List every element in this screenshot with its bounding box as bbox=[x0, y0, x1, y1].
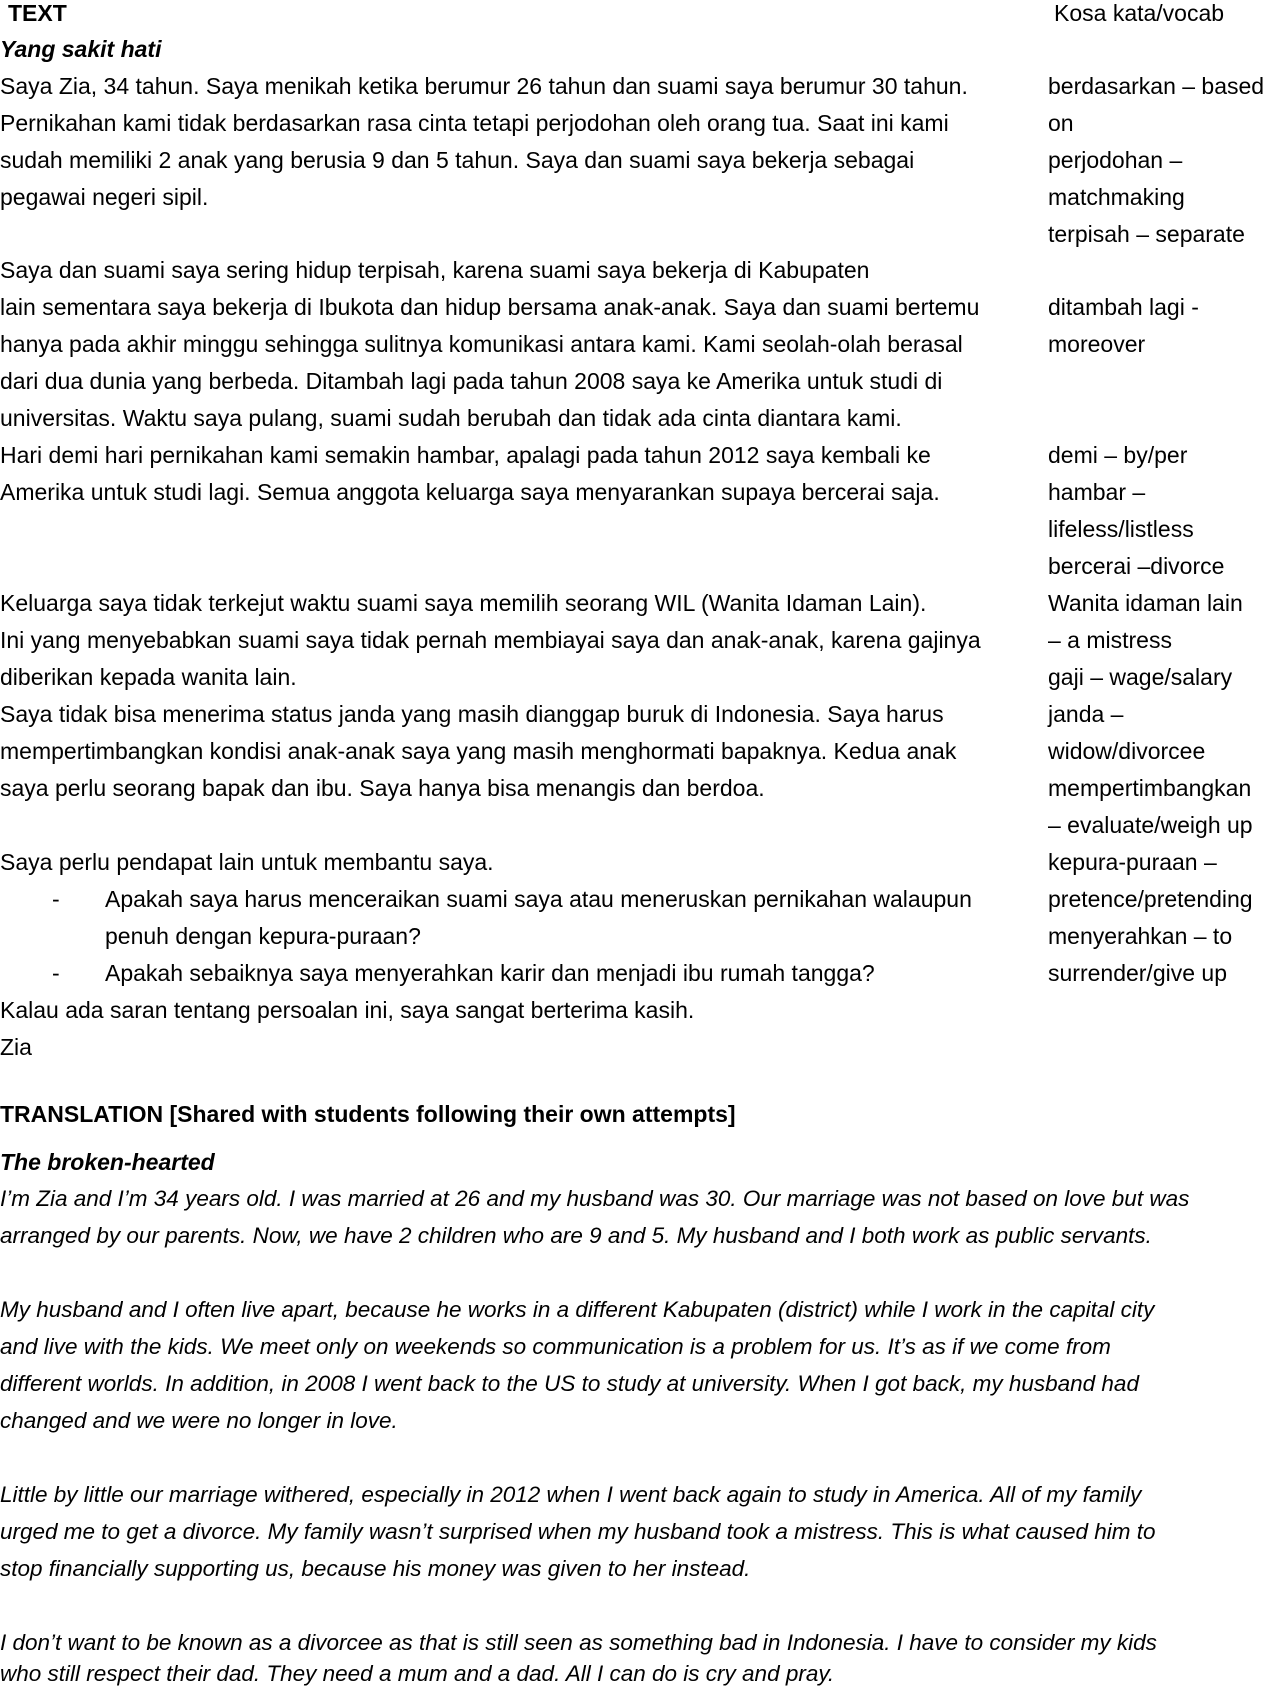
vocab-line: menyerahkan – to bbox=[1048, 923, 1233, 949]
text-line: Saya tidak bisa menerima status janda yang masih dianggap buruk di Indonesia. Saya harus bbox=[0, 701, 944, 727]
text-line: Saya dan suami saya sering hidup terpisah, karena suami saya bekerja di Kabupaten bbox=[0, 257, 870, 283]
text-line: universitas. Waktu saya pulang, suami sudah berubah dan tidak ada cinta diantara kami. bbox=[0, 405, 902, 431]
text-line: Saya perlu pendapat lain untuk membantu saya. bbox=[0, 849, 494, 875]
bullet-item: Apakah saya harus menceraikan suami saya atau meneruskan pernikahan walaupun bbox=[105, 886, 972, 912]
vocab-line: perjodohan – bbox=[1048, 147, 1183, 173]
vocab-line: kepura-puraan – bbox=[1048, 849, 1217, 875]
translation-line: urged me to get a divorce. My family wasn’t surprised when my husband took a mistress. This is what caused him to bbox=[0, 1519, 1156, 1544]
bullet-dash: - bbox=[52, 886, 60, 912]
vocab-line: hambar – bbox=[1048, 479, 1146, 505]
text-line: hanya pada akhir minggu sehingga sulitnya komunikasi antara kami. Kami seolah-olah berasal bbox=[0, 331, 963, 357]
text-line: Amerika untuk studi lagi. Semua anggota keluarga saya menyarankan supaya bercerai saja. bbox=[0, 479, 940, 505]
translation-line: Little by little our marriage withered, especially in 2012 when I went back again to study in America. All of my family bbox=[0, 1482, 1142, 1507]
signature: Zia bbox=[0, 1034, 32, 1060]
vocab-line: matchmaking bbox=[1048, 184, 1185, 210]
vocab-line: – a mistress bbox=[1048, 627, 1172, 653]
vocab-line: gaji – wage/salary bbox=[1048, 664, 1233, 690]
translation-line: My husband and I often live apart, because he works in a different Kabupaten (district) while I work in the capital city bbox=[0, 1297, 1155, 1322]
text-line: sudah memiliki 2 anak yang berusia 9 dan 5 tahun. Saya dan suami saya bekerja sebagai bbox=[0, 147, 915, 173]
text-line: mempertimbangkan kondisi anak-anak saya yang masih menghormati bapaknya. Kedua anak bbox=[0, 738, 957, 764]
vocab-line: demi – by/per bbox=[1048, 442, 1188, 468]
vocab-line: Wanita idaman lain bbox=[1048, 590, 1243, 616]
text-line: dari dua dunia yang berbeda. Ditambah lagi pada tahun 2008 saya ke Amerika untuk studi di bbox=[0, 368, 943, 394]
translation-line: changed and we were no longer in love. bbox=[0, 1408, 398, 1433]
vocab-line: mempertimbangkan bbox=[1048, 775, 1252, 801]
vocab-line: on bbox=[1048, 110, 1074, 136]
text-line: diberikan kepada wanita lain. bbox=[0, 664, 297, 690]
text-line: Ini yang menyebabkan suami saya tidak pernah membiayai saya dan anak-anak, karena gajinya bbox=[0, 627, 981, 653]
text-line: Keluarga saya tidak terkejut waktu suami saya memilih seorang WIL (Wanita Idaman Lain). bbox=[0, 590, 927, 616]
text-line: Pernikahan kami tidak berdasarkan rasa cinta tetapi perjodohan oleh orang tua. Saat ini kami bbox=[0, 110, 949, 136]
text-line: saya perlu seorang bapak dan ibu. Saya hanya bisa menangis dan berdoa. bbox=[0, 775, 765, 801]
translation-heading: TRANSLATION [Shared with students following their own attempts] bbox=[0, 1101, 736, 1127]
closing-line: Kalau ada saran tentang persoalan ini, saya sangat berterima kasih. bbox=[0, 997, 695, 1023]
translation-line: different worlds. In addition, in 2008 I went back to the US to study at university. When I got back, my husband had bbox=[0, 1371, 1139, 1396]
bullet-dash: - bbox=[52, 960, 60, 986]
vocab-line: ditambah lagi - bbox=[1048, 294, 1199, 320]
bullet-item: Apakah sebaiknya saya menyerahkan karir dan menjadi ibu rumah tangga? bbox=[105, 960, 875, 986]
translation-line: stop financially supporting us, because his money was given to her instead. bbox=[0, 1556, 751, 1581]
translation-line: and live with the kids. We meet only on weekends so communication is a problem for us. It’s as if we come from bbox=[0, 1334, 1111, 1359]
vocab-line: widow/divorcee bbox=[1048, 738, 1206, 764]
vocab-line: – evaluate/weigh up bbox=[1048, 812, 1253, 838]
story-title: Yang sakit hati bbox=[0, 36, 162, 62]
vocab-line: moreover bbox=[1048, 331, 1146, 357]
text-heading: TEXT bbox=[8, 0, 67, 26]
bullet-item-continued: penuh dengan kepura-puraan? bbox=[105, 923, 421, 949]
vocab-line: lifeless/listless bbox=[1048, 516, 1194, 542]
text-line: lain sementara saya bekerja di Ibukota dan hidup bersama anak-anak. Saya dan suami bertemu bbox=[0, 294, 980, 320]
translation-title: The broken-hearted bbox=[0, 1149, 215, 1175]
vocab-line: surrender/give up bbox=[1048, 960, 1227, 986]
vocab-heading: Kosa kata/vocab bbox=[1054, 0, 1225, 26]
text-line: Saya Zia, 34 tahun. Saya menikah ketika berumur 26 tahun dan suami saya berumur 30 tahun. bbox=[0, 73, 968, 99]
translation-line: who still respect their dad. They need a mum and a dad. All I can do is cry and pray. bbox=[0, 1661, 835, 1686]
translation-line: arranged by our parents. Now, we have 2 children who are 9 and 5. My husband and I both work as public servants. bbox=[0, 1223, 1152, 1248]
vocab-line: janda – bbox=[1048, 701, 1124, 727]
text-line: Hari demi hari pernikahan kami semakin hambar, apalagi pada tahun 2012 saya kembali ke bbox=[0, 442, 931, 468]
vocab-line: bercerai –divorce bbox=[1048, 553, 1225, 579]
text-line: pegawai negeri sipil. bbox=[0, 184, 209, 210]
translation-line: I’m Zia and I’m 34 years old. I was married at 26 and my husband was 30. Our marriage was not based on love but was bbox=[0, 1186, 1190, 1211]
vocab-line: berdasarkan – based bbox=[1048, 73, 1265, 99]
translation-line: I don’t want to be known as a divorcee as that is still seen as something bad in Indonesia. I have to consider my kids bbox=[0, 1630, 1157, 1655]
vocab-line: pretence/pretending bbox=[1048, 886, 1253, 912]
vocab-line: terpisah – separate bbox=[1048, 221, 1245, 247]
